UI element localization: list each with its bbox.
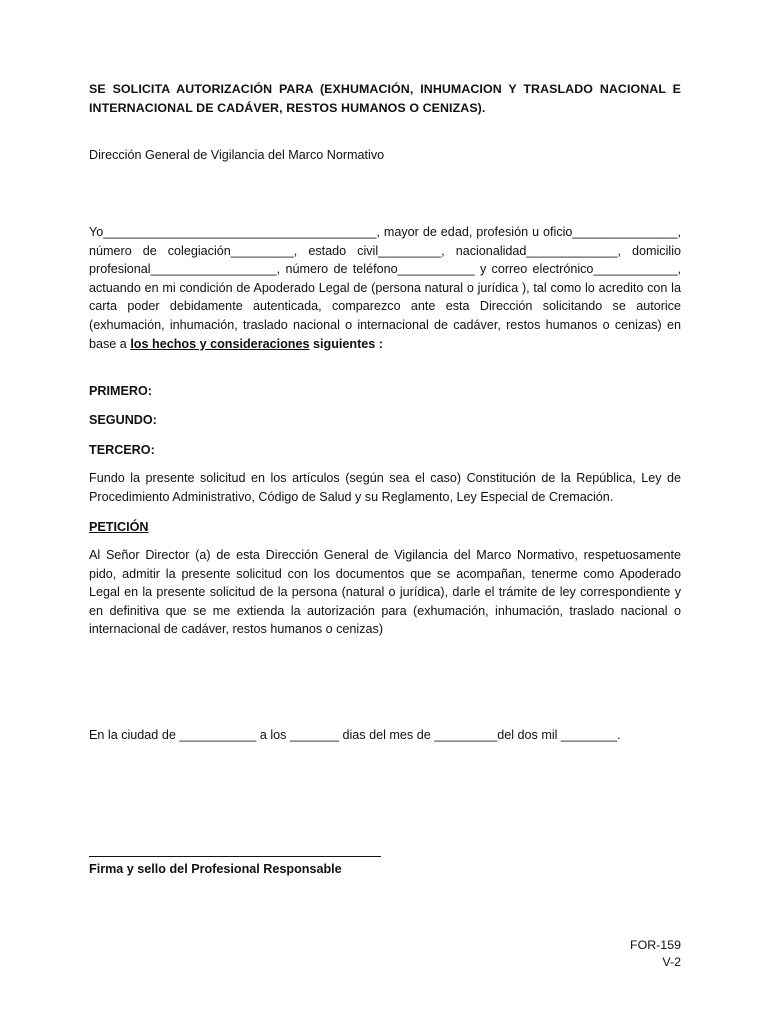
intro-paragraph: [89, 223, 681, 353]
form-code: FOR-159: [630, 938, 681, 952]
signature-label: Firma y sello del Profesional Responsable: [89, 862, 342, 876]
intro-emphasis: los hechos y consideraciones: [130, 336, 310, 351]
fundamento-paragraph: Fundo la presente solicitud en los artículos (según sea el caso) Constitución de la República, Ley de Procedimiento Administrativo, Código de Salud y su Reglamento, Ley Especial de Cremación.: [89, 471, 681, 504]
segundo-label: SEGUNDO:: [89, 413, 157, 427]
primero-label: PRIMERO:: [89, 384, 152, 398]
peticion-heading: PETICIÓN: [89, 520, 149, 534]
intro-text: Yo_______________________________________, mayor de edad, profesión u oficio_______________, número de colegiación_________, estado civil_________, nacionalidad_____________, domicilio profesional__________________, número de teléfono___________ y correo electrónico____________, actuando en mi condición de Apoderado Legal de (persona natural o jurídica ), tal como lo acredito con la carta poder debidamente autenticada, comparezco ante esta Dirección solicitando se autorice (exhumación, inhumación, traslado nacional o internacional de cadáver, restos humanos o cenizas) en base a: [89, 225, 681, 351]
department-name: Dirección General de Vigilancia del Marco Normativo: [89, 148, 385, 162]
intro-tail: siguientes :: [309, 336, 383, 351]
city-date-line: En la ciudad de ___________ a los _______ dias del mes de _________del dos mil ________.: [89, 728, 621, 742]
peticion-paragraph: Al Señor Director (a) de esta Dirección General de Vigilancia del Marco Normativo, respetuosamente pido, admitir la presente solicitud con los documentos que se acompañan, tenerme como Apoderado Legal en la presente solicitud de la persona (natural o jurídica), darle el trámite de ley correspondiente y en definitiva que se me extienda la autorización para (exhumación, inhumación, traslado nacional o internacional de cadáver, restos humanos o cenizas): [89, 548, 681, 637]
form-version: V-2: [662, 955, 681, 969]
document-title: SE SOLICITA AUTORIZACIÓN PARA (EXHUMACIÓN, INHUMACION Y TRASLADO NACIONAL E INTERNACIONAL DE CADÁVER, RESTOS HUMANOS O CENIZAS).: [89, 82, 681, 115]
tercero-label: TERCERO:: [89, 443, 155, 457]
signature-line: [89, 856, 381, 857]
form-code-block: [630, 937, 681, 971]
